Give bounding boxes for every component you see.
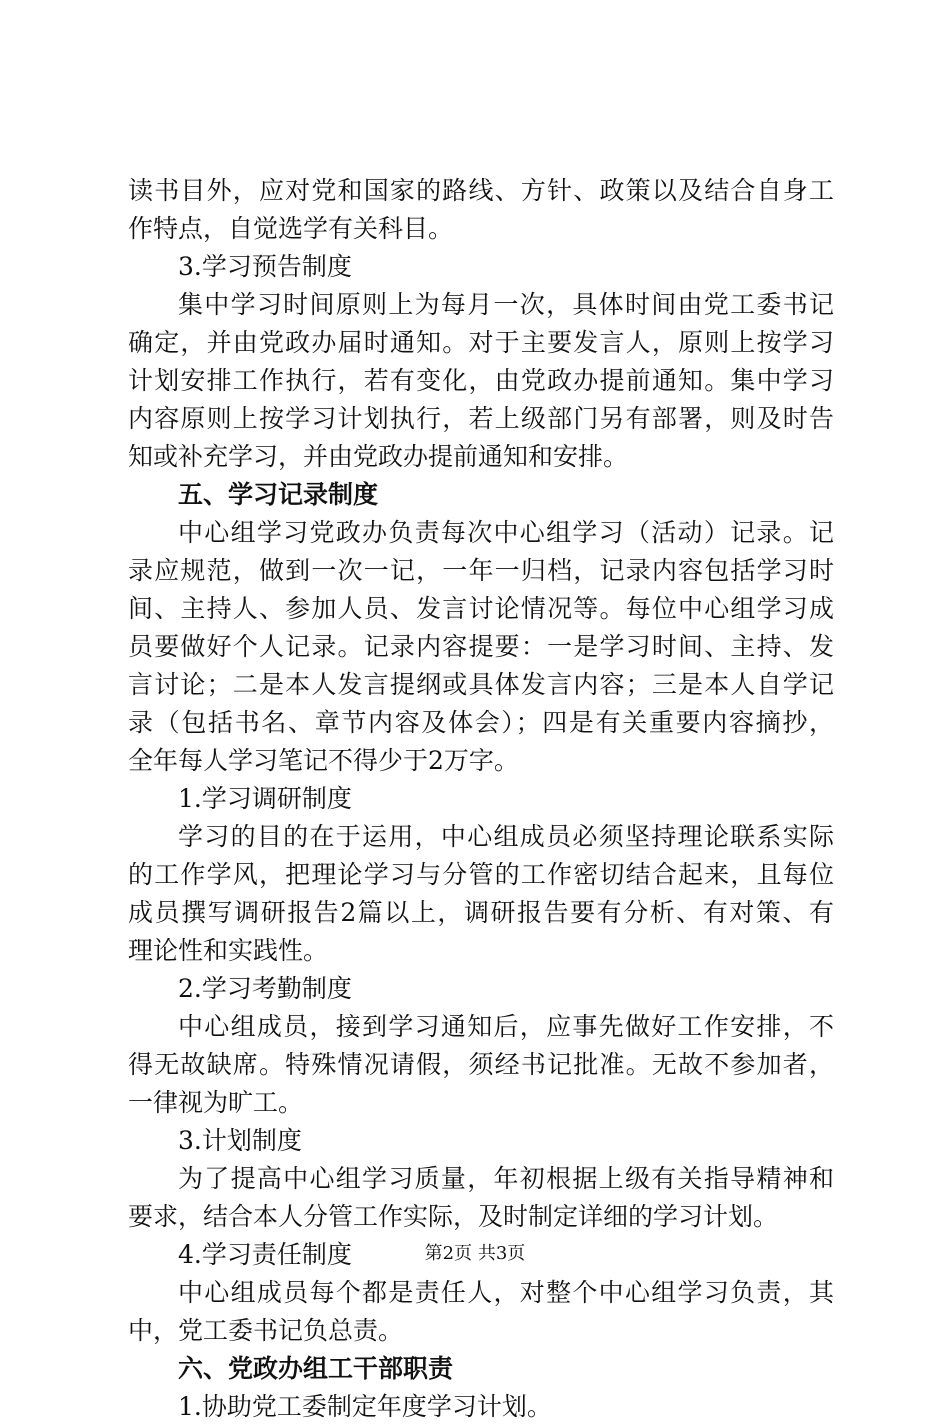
body-text-line: 读书目外，应对党和国家的路线、方针、政策以及结合自身工 xyxy=(128,176,834,205)
body-text-line: 理论性和实践性。 xyxy=(128,936,329,965)
body-text-line: 确定，并由党政办届时通知。对于主要发言人，原则上按学习 xyxy=(128,328,834,357)
body-text-line: 录应规范，做到一次一记，一年一归档，记录内容包括学习时 xyxy=(128,556,834,585)
body-text-line: 全年每人学习笔记不得少于2万字。 xyxy=(128,746,519,775)
paragraph-first-line: 中心组学习党政办负责每次中心组学习（活动）记录。记 xyxy=(178,518,834,547)
subsection-title: 3.计划制度 xyxy=(178,1126,302,1155)
body-text-line: 间、主持人、参加人员、发言讨论情况等。每位中心组学习成 xyxy=(128,594,834,623)
body-text-line: 知或补充学习，并由党政办提前通知和安排。 xyxy=(128,442,629,471)
body-text-line: 录（包括书名、章节内容及体会）；四是有关重要内容摘抄， xyxy=(128,708,834,737)
body-text-line: 得无故缺席。特殊情况请假，须经书记批准。无故不参加者， xyxy=(128,1050,834,1079)
document-body xyxy=(128,172,834,1426)
body-text-line: 言讨论；二是本人发言提纲或具体发言内容；三是本人自学记 xyxy=(128,670,834,699)
paragraph-first-line: 学习的目的在于运用，中心组成员必须坚持理论联系实际 xyxy=(178,822,834,851)
subsection-title: 2.学习考勤制度 xyxy=(178,974,352,1003)
subsection-title: 1.学习调研制度 xyxy=(178,784,352,813)
body-text-line: 员要做好个人记录。记录内容提要：一是学习时间、主持、发 xyxy=(128,632,834,661)
subsection-title: 1.协助党工委制定年度学习计划。 xyxy=(178,1392,552,1421)
section-heading: 六、党政办组工干部职责 xyxy=(178,1354,454,1383)
paragraph-first-line: 集中学习时间原则上为每月一次，具体时间由党工委书记 xyxy=(178,290,834,319)
paragraph-first-line: 为了提高中心组学习质量，年初根据上级有关指导精神和 xyxy=(178,1164,834,1193)
subsection-title: 3.学习预告制度 xyxy=(178,252,352,281)
body-text-line: 要求，结合本人分管工作实际，及时制定详细的学习计划。 xyxy=(128,1202,779,1231)
paragraph-first-line: 中心组成员，接到学习通知后，应事先做好工作安排，不 xyxy=(178,1012,834,1041)
subsection-title: 4.学习责任制度 xyxy=(178,1240,352,1269)
body-text-line: 成员撰写调研报告2篇以上，调研报告要有分析、有对策、有 xyxy=(128,898,834,927)
body-text-line: 计划安排工作执行，若有变化，由党政办提前通知。集中学习 xyxy=(128,366,834,395)
section-heading: 五、学习记录制度 xyxy=(178,480,379,509)
body-text-line: 一律视为旷工。 xyxy=(128,1088,304,1117)
body-text-line: 内容原则上按学习计划执行，若上级部门另有部署，则及时告 xyxy=(128,404,834,433)
paragraph-first-line: 中心组成员每个都是责任人，对整个中心组学习负责，其 xyxy=(178,1278,834,1307)
body-text-line: 中，党工委书记负总责。 xyxy=(128,1316,404,1345)
page-footer: 第2页 共3页 xyxy=(424,1243,526,1264)
body-text-line: 的工作学风，把理论学习与分管的工作密切结合起来，且每位 xyxy=(128,860,834,889)
body-text-line: 作特点，自觉选学有关科目。 xyxy=(128,214,454,243)
